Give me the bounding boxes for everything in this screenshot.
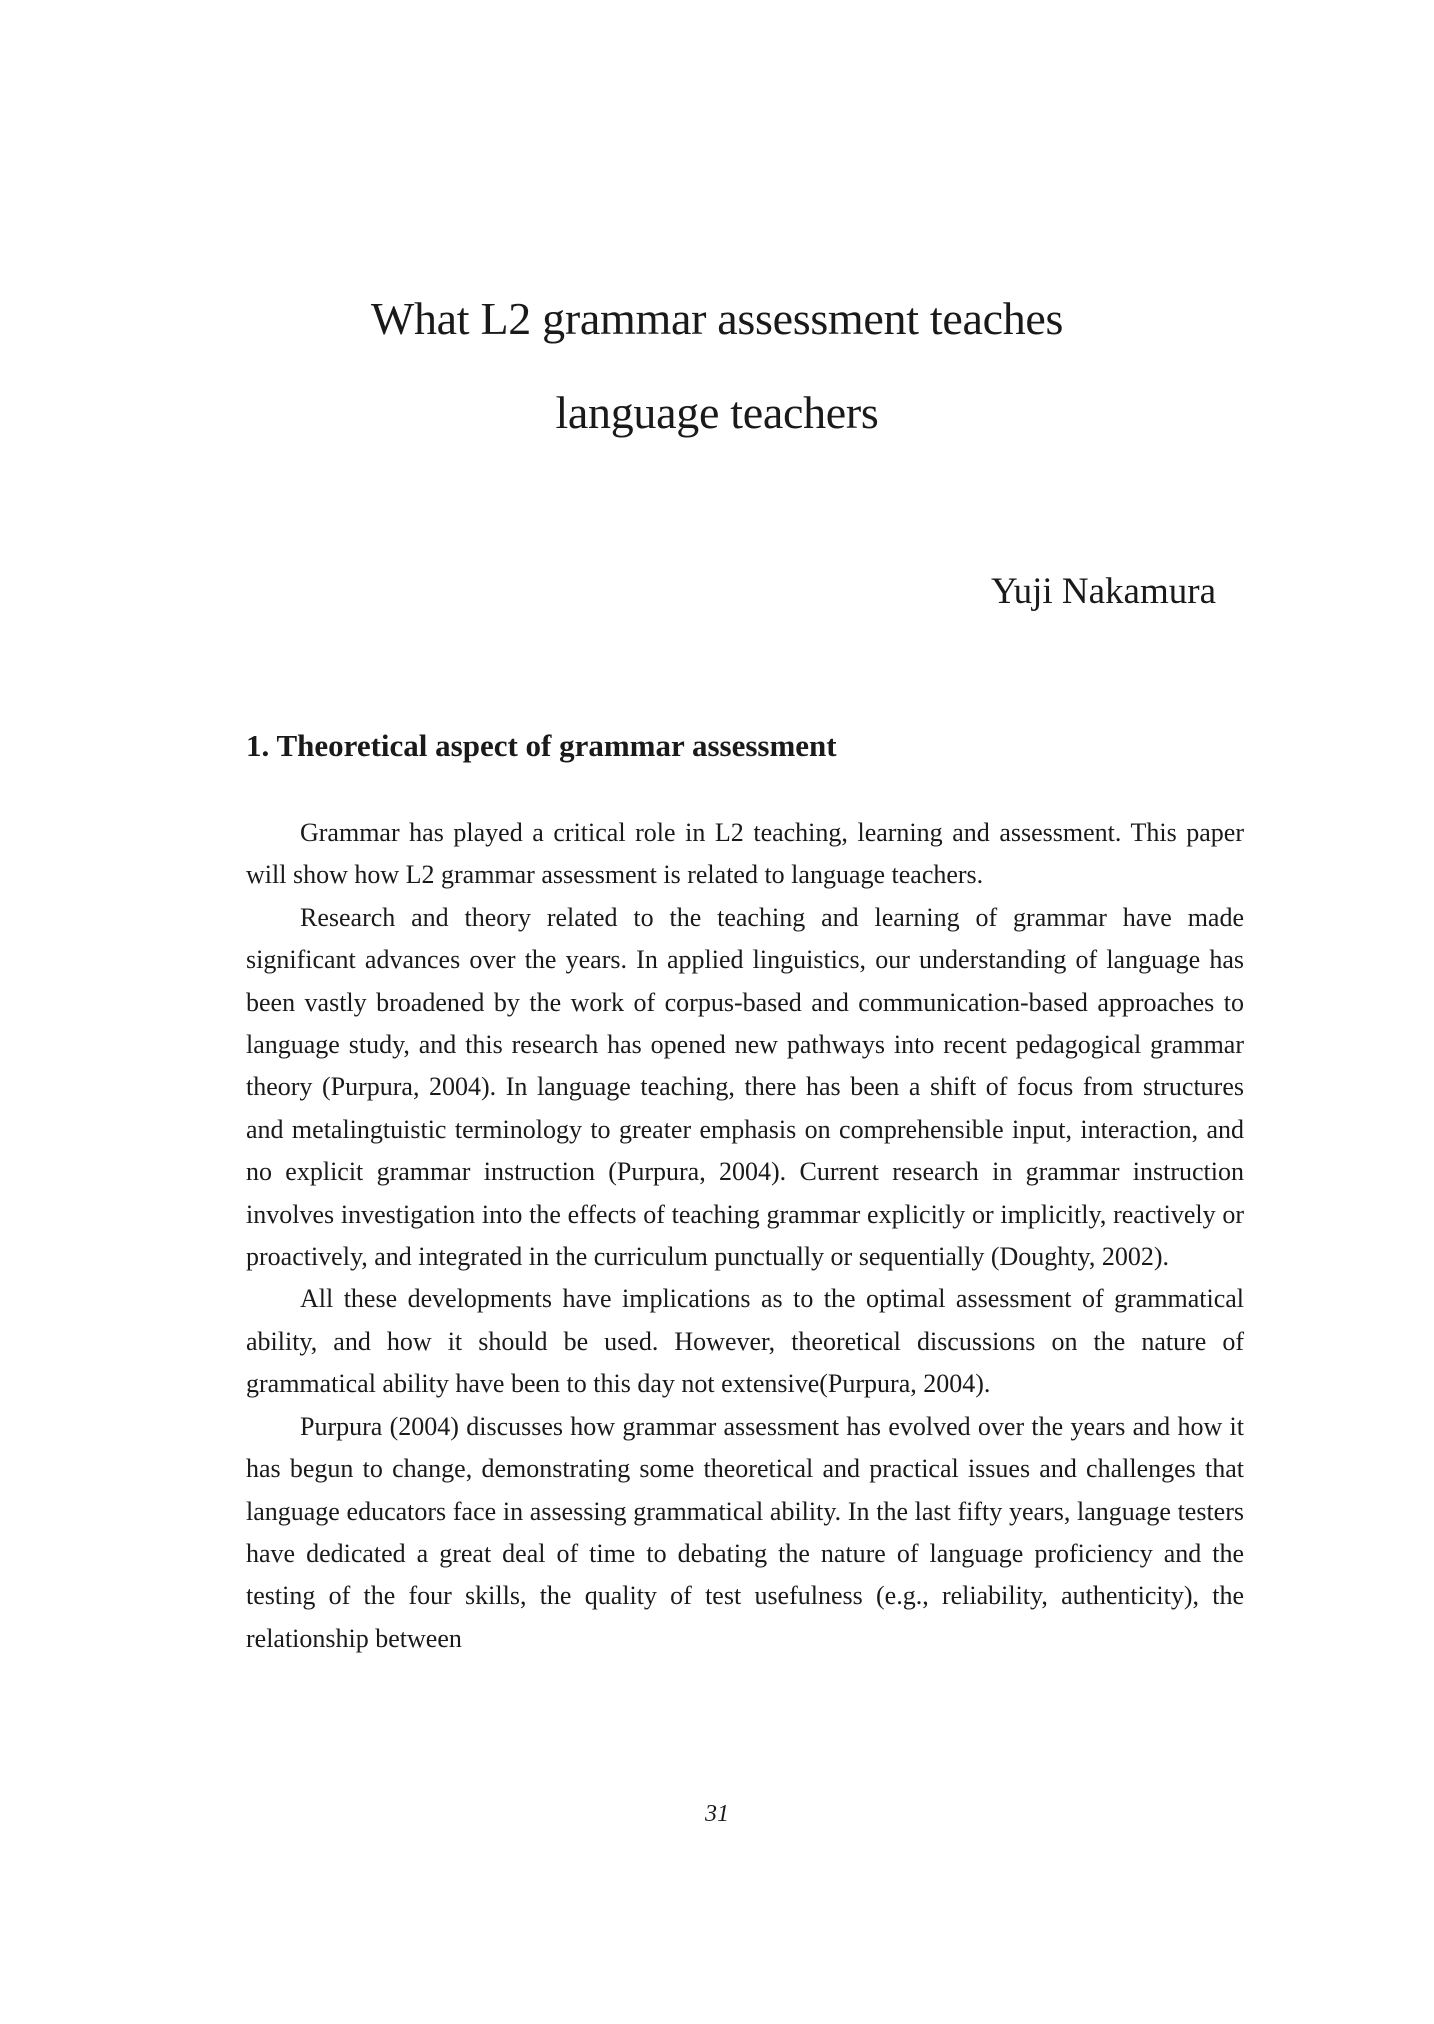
paragraph-4: Purpura (2004) discusses how grammar assessment has evolved over the years and how it has begun to change, demonstrating some theoretical and practical issues and challenges that language educators face in assessing grammatical ability. In the last fifty years, language testers have dedicated a great deal of time to debating the nature of language proficiency and the testing of the four skills, the quality of test usefulness (e.g., reliability, authenticity), the relationship between: [246, 1411, 1244, 1653]
page-number: 31: [705, 1801, 729, 1827]
body-text: [246, 812, 1244, 1660]
author-name: Yuji Nakamura: [990, 571, 1216, 612]
paragraph-3: All these developments have implications as to the optimal assessment of grammatical ability, and how it should be used. However, theoretical discussions on the nature of grammatical ability have been to this day not extensive(Purpura, 2004).: [246, 1284, 1244, 1399]
paper-title-line-1: What L2 grammar assessment teaches: [370, 293, 1064, 344]
paper-title-line-2: language teachers: [555, 387, 879, 438]
paragraph-2: Research and theory related to the teaching and learning of grammar have made significant advances over the years. In applied linguistics, our understanding of language has been vastly broadened by the work of corpus-based and communication-based approaches to language study, and this research has opened new pathways into recent pedagogical grammar theory (Purpura, 2004). In language teaching, there has been a shift of focus from structures and metalingtuistic terminology to greater emphasis on comprehensible input, interaction, and no explicit grammar instruction (Purpura, 2004). Current research in grammar instruction involves investigation into the effects of teaching grammar explicitly or implicitly, reactively or proactively, and integrated in the curriculum punctually or sequentially (Doughty, 2002).: [246, 902, 1244, 1272]
paragraph-1: Grammar has played a critical role in L2 teaching, learning and assessment. This paper will show how L2 grammar assessment is related to language teachers.: [246, 818, 1244, 890]
paper-title: [0, 272, 1434, 460]
section-heading: 1. Theoretical aspect of grammar assessment: [246, 728, 837, 763]
